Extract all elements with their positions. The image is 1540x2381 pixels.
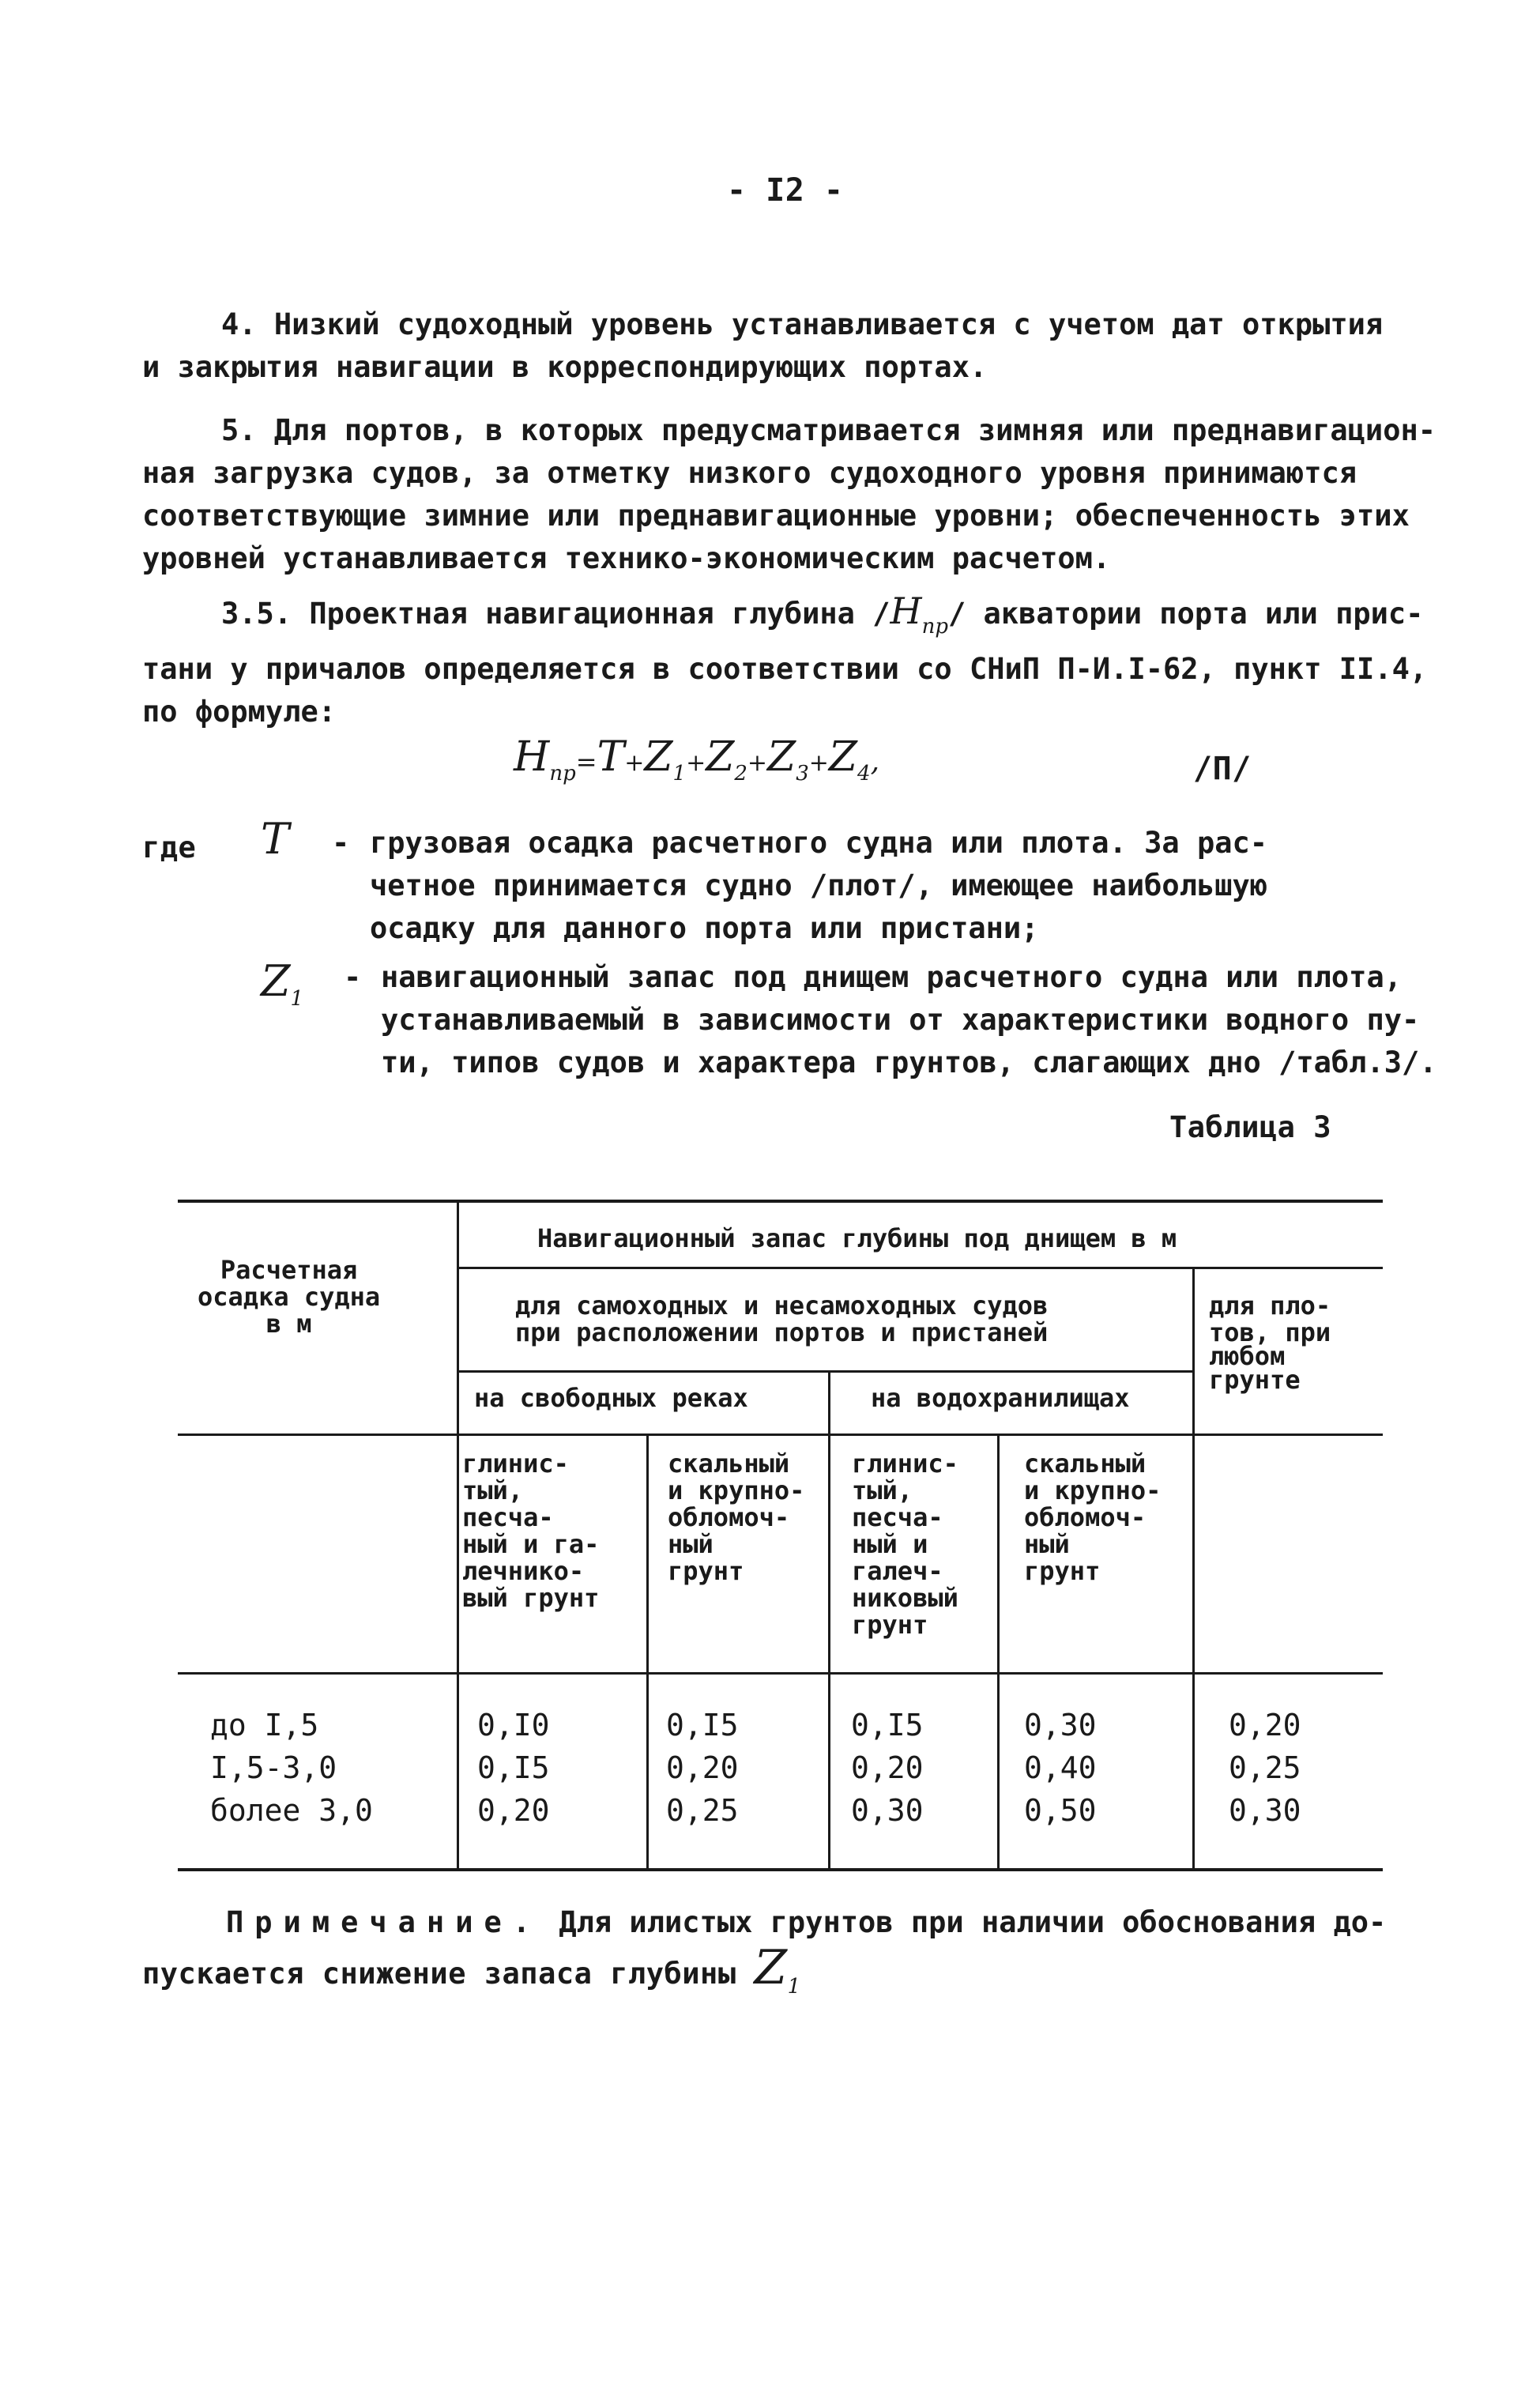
header-line: вый грунт (462, 1583, 600, 1613)
table-row-draft: до I,5 (210, 1708, 319, 1742)
value-column-rivers-clay (477, 1704, 550, 1832)
table-rule-subheader (457, 1370, 1192, 1373)
header-line: и крупно- (1024, 1475, 1162, 1505)
note-text: Для илистых грунтов при наличии обоснования до- (541, 1905, 1387, 1939)
table-note (226, 1901, 1411, 1944)
paragraph-line (142, 590, 1424, 648)
definition-line: устанавливаемый в зависимости от характеристики водного пу- (381, 1003, 1420, 1037)
formula-plus: + (686, 749, 706, 777)
value-column-reservoirs-rock (1024, 1704, 1097, 1832)
table-vrule-rafts (1192, 1268, 1195, 1870)
formula-equals: = (575, 747, 597, 777)
table-cell: 0,25 (1229, 1750, 1301, 1785)
formula-term-z: Z (644, 733, 673, 781)
stub-header (198, 1256, 380, 1337)
table-cell: 0,20 (666, 1750, 739, 1785)
rafts-header (1209, 1292, 1331, 1393)
paragraph-text: / акватории порта или прис- (948, 597, 1424, 631)
table-caption: Таблица 3 (1169, 1110, 1331, 1144)
formula-plus: + (808, 749, 829, 777)
table-cell: 0,40 (1024, 1750, 1097, 1785)
symbol-letter: Z (754, 1940, 788, 1995)
header-line: для пло- (1209, 1290, 1331, 1320)
soil-header-reservoirs-clay (852, 1450, 958, 1638)
formula-lhs-subscript: пр (549, 762, 576, 786)
table-rule-header (457, 1267, 1383, 1269)
paragraph-line: и закрытия навигации в корреспондирующих портах. (142, 350, 988, 384)
paragraph-line: уровней устанавливается технико-экономическим расчетом. (142, 541, 1111, 575)
rivers-header: на свободных реках (474, 1383, 748, 1413)
formula-plus: + (747, 749, 768, 777)
table-vrule-reservoirs-soil (997, 1435, 1000, 1870)
table-cell: 0,20 (477, 1793, 550, 1828)
value-column-reservoirs-clay (851, 1704, 924, 1832)
header-line: глинис- (462, 1449, 569, 1479)
formula-number: /П/ (1193, 751, 1252, 787)
header-line: тов, при (1209, 1317, 1331, 1347)
note-z1-symbol (754, 1940, 801, 1999)
table-vrule-rivers-reservoirs (828, 1372, 830, 1870)
page-number: - I2 - (727, 172, 844, 209)
header-line: для самоходных и несамоходных судов (515, 1290, 1049, 1320)
table-vrule-rivers-soil (646, 1435, 649, 1870)
header-line: ный (668, 1529, 714, 1559)
formula-end: , (870, 745, 880, 778)
header-line: обломоч- (668, 1502, 790, 1532)
formula-term-subscript: 2 (734, 762, 747, 786)
where-z1-dash: - (344, 960, 362, 994)
table-cell: 0,30 (1229, 1793, 1301, 1828)
table-row-draft: более 3,0 (210, 1793, 373, 1828)
paragraph-text: 3.5. Проектная навигационная глубина / (221, 597, 890, 631)
table-cell: 0,I5 (851, 1708, 924, 1742)
table-rule-soil-bottom (178, 1672, 1383, 1675)
table-cell: 0,I5 (666, 1708, 739, 1742)
formula-term-t: T (597, 733, 625, 781)
paragraph-line: 4. Низкий судоходный уровень устанавливается с учетом дат открытия (221, 307, 1384, 341)
header-line: глинис- (852, 1449, 958, 1479)
top-header: Навигационный запас глубины под днищем в м (537, 1223, 1177, 1253)
header-line: грунт (668, 1556, 744, 1586)
header-line: ный и га- (462, 1529, 600, 1559)
note-text: пускается снижение запаса глубины (142, 1957, 755, 1991)
paragraph-item-5 (142, 409, 1436, 580)
symbol-letter: H (890, 590, 922, 632)
formula-plus: + (624, 749, 645, 777)
header-line: скальный (668, 1449, 790, 1479)
where-t-dash: - (332, 826, 350, 860)
formula-term-z: Z (828, 733, 858, 781)
header-line: и крупно- (668, 1475, 805, 1505)
header-line: песча- (462, 1502, 554, 1532)
header-line: ный и (852, 1529, 928, 1559)
header-line: никовый (852, 1583, 958, 1613)
formula-term-subscript: 4 (857, 762, 871, 786)
where-label: где (142, 831, 197, 865)
header-line: Расчетная (220, 1255, 358, 1285)
table-rule-bottom (178, 1868, 1383, 1871)
header-line: песча- (852, 1502, 943, 1532)
definition-line: ти, типов судов и характера грунтов, слагающих дно /табл.3/. (381, 1045, 1437, 1079)
formula-lhs: H (514, 733, 550, 781)
table-cell: 0,20 (1229, 1708, 1301, 1742)
header-line: при расположении портов и пристаней (515, 1317, 1049, 1347)
note-line (142, 1940, 801, 2008)
formula-term-subscript: 1 (672, 762, 687, 786)
value-column-rivers-rock (666, 1704, 739, 1832)
note-line (226, 1901, 1411, 1944)
paragraph-item-3-5 (142, 590, 1428, 733)
symbol-letter: Z (261, 956, 291, 1006)
paragraph-line: по формуле: (142, 695, 337, 729)
soil-header-reservoirs-rock (1024, 1450, 1161, 1584)
header-line: осадка судна (198, 1282, 381, 1312)
paragraph-line: 5. Для портов, в которых предусматривается зимняя или преднавигацион- (221, 413, 1436, 447)
definition-line: грузовая осадка расчетного судна или плота. За рас- (370, 826, 1268, 860)
reservoirs-header: на водохранилищах (871, 1383, 1130, 1413)
table-cell: 0,I0 (477, 1708, 550, 1742)
table-cell: 0,30 (851, 1793, 924, 1828)
soil-header-rivers-clay (462, 1450, 599, 1611)
paragraph-item-4 (142, 303, 1406, 389)
header-line: грунт (852, 1610, 928, 1640)
table-cell: 0,30 (1024, 1708, 1097, 1742)
table-cell: 0,50 (1024, 1793, 1097, 1828)
table-rule-header-bottom (178, 1433, 1383, 1436)
where-z1-symbol (261, 956, 303, 1011)
depth-symbol (890, 590, 948, 639)
symbol-subscript: 1 (290, 987, 304, 1011)
header-line: любом (1209, 1341, 1286, 1371)
table-vrule-stub (457, 1201, 459, 1870)
table-cell: 0,20 (851, 1750, 924, 1785)
table-cell: 0,25 (666, 1793, 739, 1828)
header-line: галеч- (852, 1556, 943, 1586)
value-column-rafts (1229, 1704, 1301, 1832)
header-line: обломоч- (1024, 1502, 1147, 1532)
definition-line: четное принимается судно /плот/, имеющее наибольшую (370, 868, 1268, 902)
draft-column (210, 1704, 373, 1832)
paragraph-line: соответствующие зимние или преднавигационные уровни; обеспеченность этих (142, 499, 1410, 533)
formula-term-subscript: 3 (796, 762, 809, 786)
formula (514, 733, 879, 786)
symbol-subscript: пр (921, 615, 948, 639)
where-t-symbol: T (261, 814, 290, 864)
header-line: тый, (462, 1475, 524, 1505)
definition-line: навигационный запас под днищем расчетного судна или плота, (381, 960, 1403, 994)
formula-term-z: Z (706, 733, 735, 781)
paragraph-line: тани у причалов определяется в соответствии со СНиП П-И.I-62, пункт II.4, (142, 652, 1428, 686)
table-row-draft: I,5-3,0 (210, 1750, 337, 1785)
formula-term-z: Z (767, 733, 796, 781)
soil-header-rivers-rock (668, 1450, 804, 1584)
paragraph-line: ная загрузка судов, за отметку низкого судоходного уровня принимаются (142, 456, 1357, 490)
header-line: лечнико- (462, 1556, 585, 1586)
note-label: Примечание. (226, 1905, 542, 1939)
where-t-definition (370, 822, 1397, 950)
header-line: ный (1024, 1529, 1070, 1559)
header-line: в м (265, 1309, 312, 1339)
definition-line: осадку для данного порта или пристани; (370, 911, 1039, 945)
symbol-subscript: 1 (787, 1975, 801, 1999)
table-rule-top (178, 1200, 1383, 1203)
table-cell: 0,I5 (477, 1750, 550, 1785)
header-line: грунт (1024, 1556, 1101, 1586)
where-z1-definition (381, 956, 1437, 1084)
header-line: грунте (1209, 1365, 1301, 1395)
self-propelled-header (515, 1292, 1048, 1346)
header-line: скальный (1024, 1449, 1147, 1479)
header-line: тый, (852, 1475, 913, 1505)
